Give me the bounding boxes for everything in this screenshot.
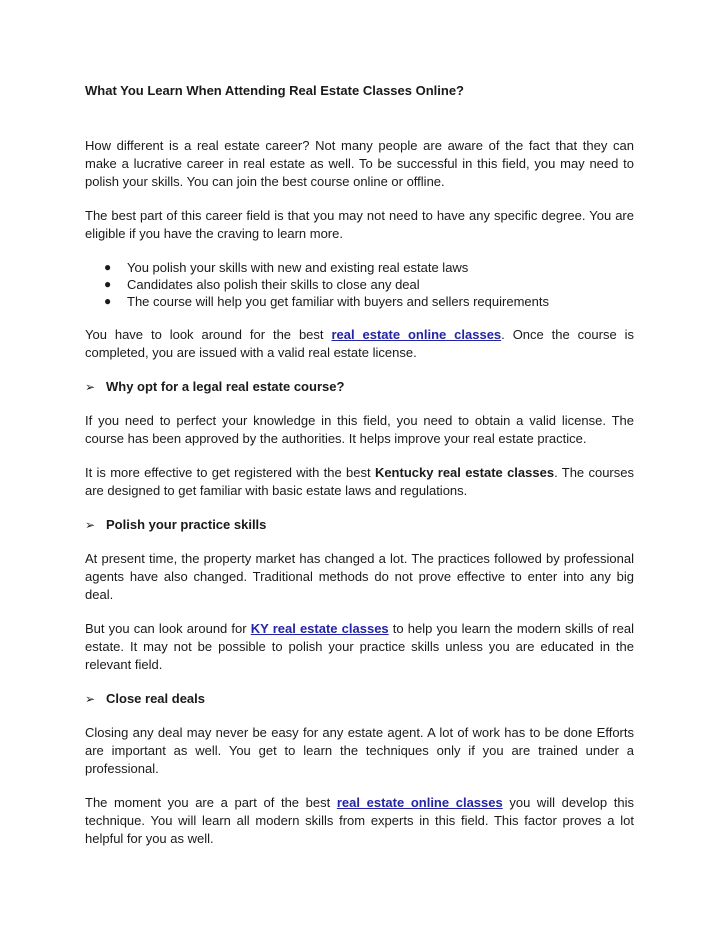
arrowhead-right-icon: ➢	[85, 518, 96, 532]
list-item	[85, 276, 634, 293]
bullet-icon: ●	[104, 294, 112, 308]
ky-real-estate-classes-link[interactable]: KY real estate classes	[250, 621, 389, 636]
section1-paragraph-2	[85, 464, 634, 500]
bullet-icon: ●	[104, 277, 112, 291]
text-run: . The courses are designed to get familiar with basic estate laws and regulations.	[85, 465, 634, 498]
bold-phrase: Kentucky real estate classes	[374, 465, 555, 480]
real-estate-online-classes-link-2[interactable]: real estate online classes	[336, 795, 503, 810]
text-run: . Once the course is completed, you are issued with a valid real estate license.	[85, 327, 634, 360]
arrowhead-right-icon: ➢	[85, 692, 96, 706]
spacer	[85, 674, 634, 690]
arrowhead-right-icon: ➢	[85, 380, 96, 394]
section-heading-text: Close real deals	[106, 691, 205, 706]
intro-paragraph-3	[85, 326, 634, 362]
section2-paragraph-1: At present time, the property market has changed a lot. The practices followed by professional agents have also changed. Traditional methods do not prove effective to enter into any big deal.	[85, 551, 634, 602]
spacer	[85, 708, 634, 724]
section3-paragraph-2	[85, 794, 634, 848]
document-title: What You Learn When Attending Real Estate Classes Online?	[85, 83, 464, 98]
list-item-text: Candidates also polish their skills to close any deal	[127, 277, 420, 292]
spacer	[85, 534, 634, 550]
text-run: You have to look around for the best	[85, 327, 332, 342]
spacer	[85, 396, 634, 412]
spacer	[85, 778, 634, 794]
section-heading-close-deals	[85, 690, 634, 708]
bullet-icon: ●	[104, 260, 112, 274]
bullet-list	[85, 259, 634, 310]
text-run: But you can look around for	[85, 621, 251, 636]
spacer	[85, 448, 634, 464]
real-estate-online-classes-link[interactable]: real estate online classes	[331, 327, 502, 342]
section-heading-text: Why opt for a legal real estate course?	[106, 379, 345, 394]
text-run: It is more effective to get registered with the best	[85, 465, 375, 480]
text-run: to help you learn the modern skills of real estate. It may not be possible to polish your practice skills unless you are educated in the relevant field.	[85, 621, 634, 672]
spacer	[85, 243, 634, 259]
text-run: The moment you are a part of the best	[85, 795, 337, 810]
text-run: you will develop this technique. You will learn all modern skills from experts in this field. This factor proves a lot helpful for you as well.	[85, 795, 635, 846]
document-page	[85, 82, 634, 848]
section-heading-text: Polish your practice skills	[106, 517, 267, 532]
spacer	[85, 191, 634, 207]
section2-paragraph-2	[85, 620, 634, 674]
section3-paragraph-1: Closing any deal may never be easy for any estate agent. A lot of work has to be done Efforts are important as well. You get to learn the techniques only if you are trained under a professional.	[85, 725, 634, 776]
list-item-text: You polish your skills with new and existing real estate laws	[127, 260, 469, 275]
section1-paragraph-1: If you need to perfect your knowledge in this field, you need to obtain a valid license. The course has been approved by the authorities. It helps improve your real estate practice.	[85, 413, 634, 446]
spacer	[85, 362, 634, 378]
spacer	[85, 500, 634, 516]
intro-paragraph-2: The best part of this career field is that you may not need to have any specific degree. You are eligible if you have the craving to learn more.	[85, 208, 634, 241]
intro-paragraph-1: How different is a real estate career? Not many people are aware of the fact that they can make a lucrative career in real estate as well. To be successful in this field, you may need to polish your skills. You can join the best course online or offline.	[85, 138, 634, 189]
list-item	[85, 259, 634, 276]
spacer	[85, 604, 634, 620]
section-heading-practice-skills	[85, 516, 634, 534]
list-item-text: The course will help you get familiar with buyers and sellers requirements	[127, 294, 549, 309]
spacer	[85, 100, 634, 137]
section-heading-legal-course	[85, 378, 634, 396]
spacer	[85, 310, 634, 326]
list-item	[85, 293, 634, 310]
